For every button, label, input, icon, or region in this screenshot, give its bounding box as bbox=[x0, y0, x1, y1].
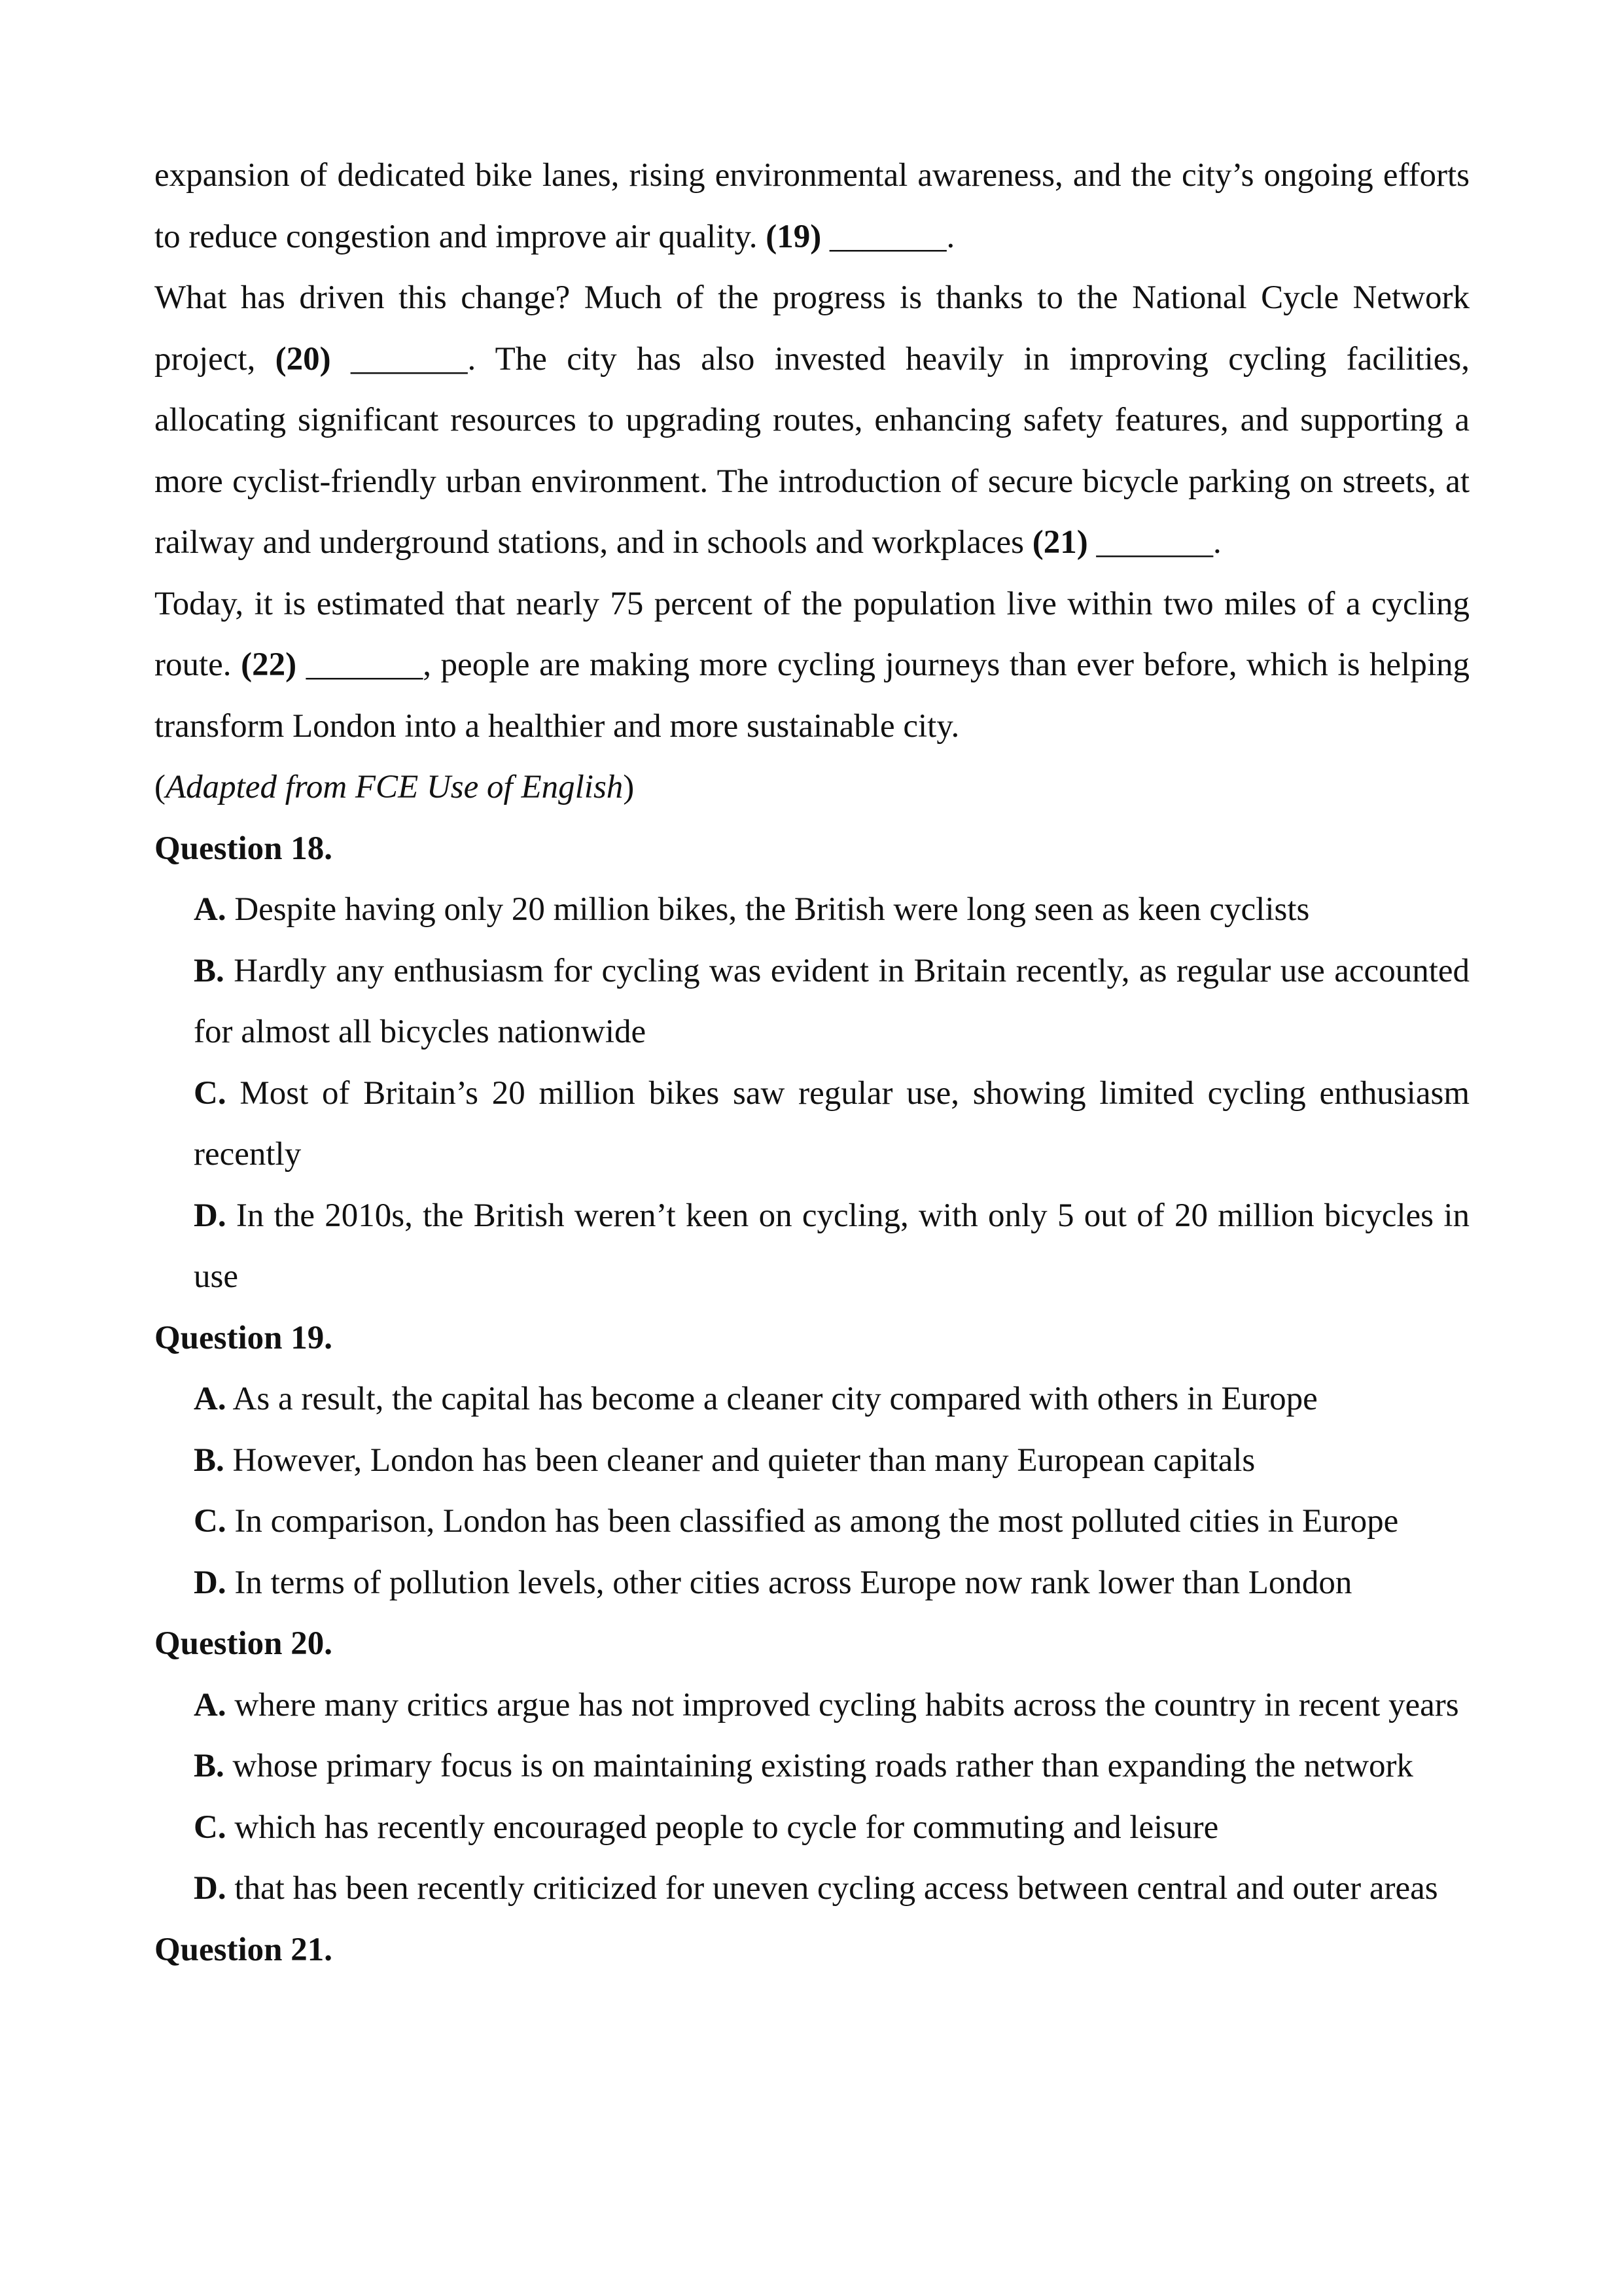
question-title: Question 18. bbox=[154, 830, 333, 867]
option-letter: C. bbox=[194, 1503, 226, 1540]
option-text: which has recently encouraged people to cycle for commuting and leisure bbox=[234, 1809, 1219, 1846]
option-text: Most of Britain’s 20 million bikes saw regular use, showing limited cycling enthusiasm recently bbox=[194, 1074, 1470, 1173]
option-text: In the 2010s, the British weren’t keen on cycling, with only 5 out of 20 million bicycles in use bbox=[194, 1197, 1470, 1295]
answer-option bbox=[194, 1063, 1470, 1186]
source-text: Adapted from FCE Use of English bbox=[165, 769, 624, 805]
question-block bbox=[154, 819, 1470, 1308]
blank-number: (22) bbox=[241, 646, 297, 683]
document-page bbox=[154, 145, 1470, 1981]
question-block bbox=[154, 1308, 1470, 1614]
answer-option bbox=[194, 1736, 1470, 1797]
question-list bbox=[154, 819, 1470, 1981]
answer-option bbox=[194, 1797, 1470, 1859]
passage-text: Today, it is estimated that nearly 75 percent of the population live within two miles of a cycling route. bbox=[154, 585, 1470, 683]
option-text: In terms of pollution levels, other cities across Europe now rank lower than London bbox=[234, 1564, 1352, 1601]
option-text: where many critics argue has not improved cycling habits across the country in recent years bbox=[234, 1686, 1459, 1723]
blank-number: (21) bbox=[1032, 524, 1088, 561]
question-title: Question 19. bbox=[154, 1319, 333, 1356]
passage-text: _______, people are making more cycling journeys than ever before, which is helping transform London into a healthier and more sustainable city. bbox=[154, 646, 1470, 745]
reading-passage bbox=[154, 145, 1470, 819]
answer-option bbox=[194, 941, 1470, 1063]
passage-text: expansion of dedicated bike lanes, rising environmental awareness, and the city’s ongoing efforts to reduce congestion and improve air quality. bbox=[154, 157, 1470, 255]
answer-option bbox=[194, 1491, 1470, 1553]
passage-text: What has driven this change? Much of the progress is thanks to the National Cycle Network project, bbox=[154, 279, 1470, 378]
question-block bbox=[154, 1920, 1470, 1981]
option-letter: C. bbox=[194, 1074, 226, 1112]
option-letter: D. bbox=[194, 1197, 226, 1234]
passage-text: _______. The city has also invested heavily in improving cycling facilities, allocating significant resources to upgrading routes, enhancing safety features, and supporting a more cyclist-friendly urban environment. The introduction of secure bicycle parking on streets, at railway and underground stations, and in schools and workplaces bbox=[154, 340, 1470, 561]
option-text: However, London has been cleaner and quieter than many European capitals bbox=[232, 1441, 1256, 1479]
blank-number: (19) bbox=[766, 218, 822, 255]
answer-option bbox=[194, 1430, 1470, 1492]
option-letter: A. bbox=[194, 891, 226, 928]
option-letter: A. bbox=[194, 1686, 226, 1723]
option-text: In comparison, London has been classified as among the most polluted cities in Europe bbox=[234, 1503, 1399, 1540]
answer-option bbox=[194, 1369, 1470, 1430]
passage-paragraph-3 bbox=[154, 574, 1470, 758]
source-open-paren: ( bbox=[154, 769, 166, 805]
answer-option bbox=[194, 1553, 1470, 1614]
option-text: Hardly any enthusiasm for cycling was evident in Britain recently, as regular use accounted for almost all bicycles nationwide bbox=[194, 952, 1470, 1050]
blank-number: (20) bbox=[275, 340, 331, 378]
answer-option bbox=[194, 879, 1470, 941]
source-close-paren: ) bbox=[623, 769, 635, 805]
passage-paragraph-1 bbox=[154, 145, 1470, 268]
option-text: Despite having only 20 million bikes, the British were long seen as keen cyclists bbox=[234, 891, 1310, 928]
option-letter: B. bbox=[194, 1441, 224, 1479]
question-block bbox=[154, 1614, 1470, 1920]
answer-option bbox=[194, 1186, 1470, 1308]
option-letter: D. bbox=[194, 1564, 226, 1601]
option-letter: A. bbox=[194, 1381, 226, 1417]
passage-text: _______. bbox=[821, 218, 955, 255]
option-text: that has been recently criticized for uneven cycling access between central and outer areas bbox=[234, 1870, 1438, 1907]
question-title: Question 21. bbox=[154, 1931, 333, 1968]
option-letter: D. bbox=[194, 1870, 226, 1907]
option-letter: C. bbox=[194, 1809, 226, 1846]
question-title: Question 20. bbox=[154, 1625, 333, 1662]
passage-source bbox=[154, 757, 1470, 819]
passage-paragraph-2 bbox=[154, 268, 1470, 574]
option-text: As a result, the capital has become a cleaner city compared with others in Europe bbox=[232, 1381, 1318, 1417]
answer-option bbox=[194, 1675, 1470, 1737]
answer-option bbox=[194, 1858, 1470, 1920]
passage-text: _______. bbox=[1087, 524, 1222, 561]
option-letter: B. bbox=[194, 952, 224, 989]
option-letter: B. bbox=[194, 1748, 224, 1784]
option-text: whose primary focus is on maintaining existing roads rather than expanding the network bbox=[232, 1748, 1413, 1784]
